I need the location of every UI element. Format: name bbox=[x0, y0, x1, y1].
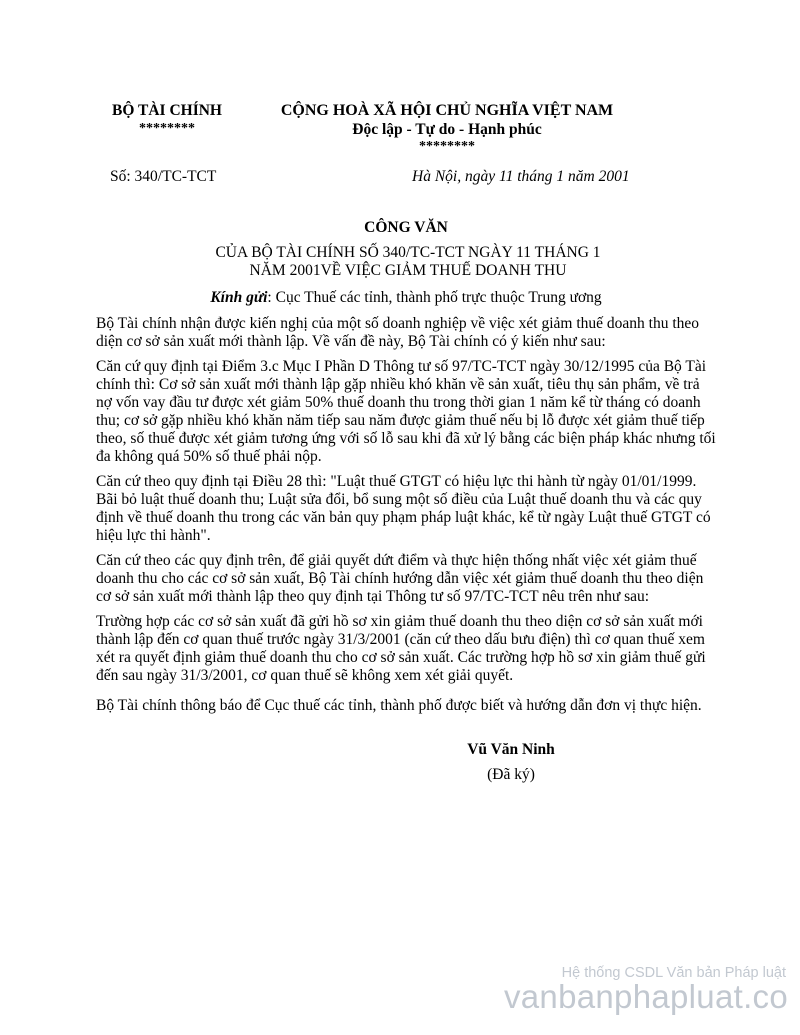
country-name: CỘNG HOÀ XÃ HỘI CHỦ NGHĨA VIỆT NAM bbox=[280, 102, 614, 119]
signature-note: (Đã ký) bbox=[487, 766, 535, 783]
motto-stars: ******** bbox=[419, 139, 475, 154]
document-subject: CỦA BỘ TÀI CHÍNH SỐ 340/TC-TCT NGÀY 11 THÁNG 1 NĂM 2001VỀ VIỆC GIẢM THUẾ DOANH THU bbox=[215, 244, 601, 279]
recipient-line bbox=[96, 289, 716, 307]
signer-name: Vũ Văn Ninh bbox=[467, 741, 555, 758]
recipient-label: Kính gửi bbox=[210, 289, 268, 306]
motto: Độc lập - Tự do - Hạnh phúc bbox=[352, 121, 542, 138]
watermark-caption: Hệ thống CSDL Văn bản Pháp luật bbox=[561, 965, 786, 981]
document-number: Số: 340/TC-TCT bbox=[110, 168, 217, 185]
body-paragraph-3: Căn cứ theo quy định tại Điều 28 thì: "Luật thuế GTGT có hiệu lực thi hành từ ngày 01/01/1999. Bãi bỏ luật thuế doanh thu; Luật sửa đổi, bổ sung một số điều của Luật thuế doanh thu và các quy định về thuế doanh thu trong các văn bản quy phạm pháp luật khác, kể từ ngày Luật thuế GTGT có hiệu lực thi hành". bbox=[96, 473, 711, 544]
body-paragraph-6: Bộ Tài chính thông báo để Cục thuế các tỉnh, thành phố được biết và hướng dẫn đơn vị thực hiện. bbox=[96, 697, 702, 714]
ministry-stars: ******** bbox=[139, 121, 195, 136]
watermark-site: vanbanphapluat.co bbox=[503, 978, 788, 1015]
body-paragraph-2: Căn cứ quy định tại Điểm 3.c Mục I Phần D Thông tư số 97/TC-TCT ngày 30/12/1995 của Bộ Tài chính thì: Cơ sở sản xuất mới thành lập gặp nhiều khó khăn về sản xuất, tiêu thụ sản phẩm, về trả nợ vốn vay đầu tư được xét giảm 50% thuế doanh thu trong thời gian 1 năm kể từ tháng có doanh thu; cơ sở gặp nhiều khó khăn năm tiếp sau năm được giảm thuế nếu bị lỗ được xét giảm thuế tiếp theo, số thuế được xét giảm tương ứng với số lỗ sau khi đã xử lý bằng các biện pháp khác nhưng tối đa không quá 50% số thuế phải nộp. bbox=[96, 358, 716, 465]
recipient-text: : Cục Thuế các tỉnh, thành phố trực thuộc Trung ương bbox=[267, 289, 602, 306]
ministry-name: BỘ TÀI CHÍNH bbox=[112, 102, 222, 119]
body-paragraph-1: Bộ Tài chính nhận được kiến nghị của một số doanh nghiệp về việc xét giảm thuế doanh thu theo diện cơ sở sản xuất mới thành lập. Về vấn đề này, Bộ Tài chính có ý kiến như sau: bbox=[96, 315, 700, 350]
place-date: Hà Nội, ngày 11 tháng 1 năm 2001 bbox=[412, 168, 630, 185]
body-paragraph-5: Trường hợp các cơ sở sản xuất đã gửi hồ sơ xin giảm thuế doanh thu theo diện cơ sở sản xuất mới thành lập đến cơ quan thuế trước ngày 31/3/2001 (căn cứ theo dấu bưu điện) thì cơ quan thuế xem xét ra quyết định giảm thuế doanh thu cho cơ sở sản xuất. Các trường hợp hồ sơ xin giảm thuế gửi đến sau ngày 31/3/2001, cơ quan thuế sẽ không xem xét giải quyết. bbox=[96, 613, 706, 684]
document-type: CÔNG VĂN bbox=[364, 219, 448, 236]
body-paragraph-4: Căn cứ theo các quy định trên, để giải quyết dứt điểm và thực hiện thống nhất việc xét giảm thuế doanh thu cho các cơ sở sản xuất, Bộ Tài chính hướng dẫn việc xét giảm thuế doanh thu theo diện cơ sở sản xuất mới thành lập theo quy định tại Thông tư số 97/TC-TCT nêu trên như sau: bbox=[96, 552, 704, 605]
